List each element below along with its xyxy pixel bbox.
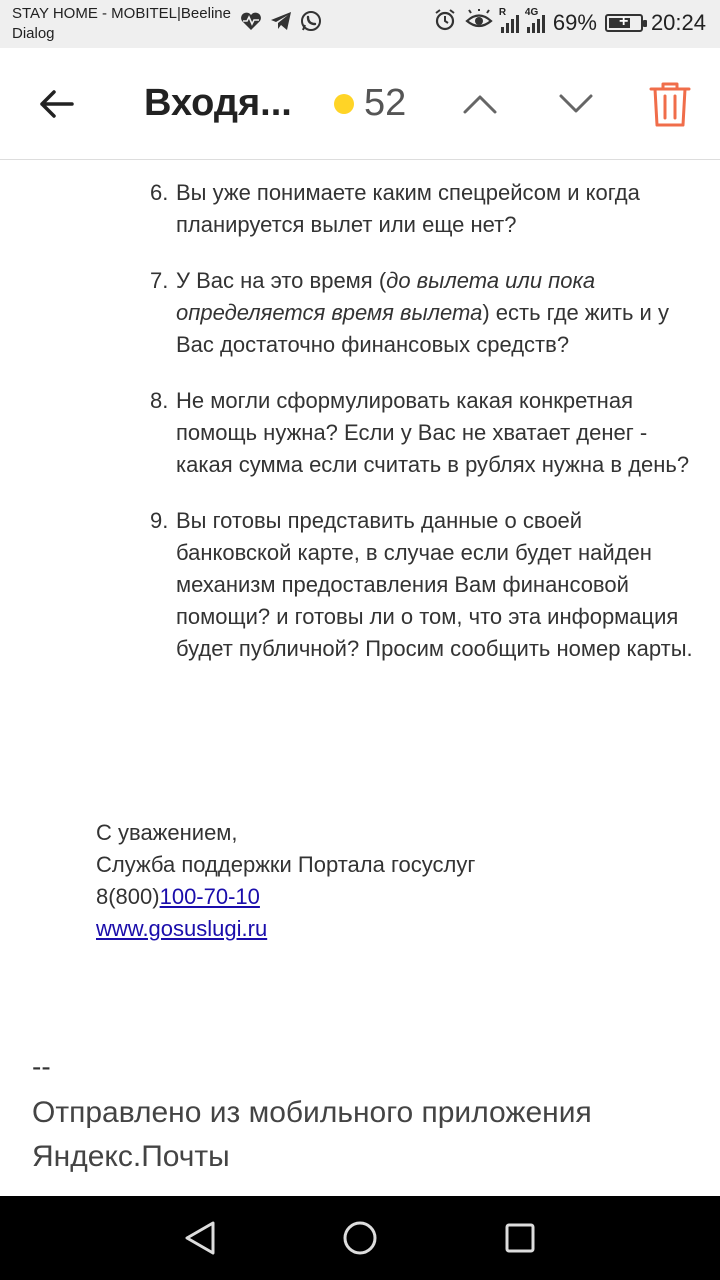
phone-link[interactable]: 100-70-10 — [159, 884, 260, 909]
questions-list — [0, 177, 700, 689]
list-number: 6. — [150, 180, 169, 205]
signature-greeting: С уважением, — [96, 820, 238, 845]
eye-icon — [465, 9, 493, 37]
battery-charging-icon: + — [605, 14, 643, 32]
phone-prefix: 8(800) — [96, 884, 160, 909]
system-home-button[interactable] — [336, 1214, 384, 1262]
system-nav-bar — [0, 1196, 720, 1280]
carrier-info — [12, 4, 231, 44]
heart-pulse-icon — [240, 11, 262, 36]
website-link[interactable]: www.gosuslugi.ru — [96, 916, 268, 941]
list-text-after: ) есть где жить и у Вас достаточно финансовых средств? — [176, 300, 669, 357]
carrier-line1: STAY HOME - MOBITEL|Beeline — [12, 5, 231, 22]
back-button[interactable] — [30, 78, 82, 130]
list-item — [0, 385, 700, 481]
unread-dot-icon — [334, 94, 354, 114]
triangle-back-icon — [183, 1220, 217, 1256]
roaming-label: R — [498, 7, 507, 18]
list-text: Не могли сформулировать какая конкретная помощь нужна? Если у Вас не хватает денег - какая сумма если считать в рублях нужна в день? — [176, 388, 690, 477]
footer-separator: -- — [32, 1051, 51, 1082]
chevron-down-icon — [558, 93, 594, 115]
whatsapp-icon — [300, 10, 322, 37]
system-status — [433, 8, 706, 38]
message-body — [0, 161, 720, 1196]
system-back-button[interactable] — [176, 1214, 224, 1262]
square-recents-icon — [503, 1221, 537, 1255]
list-number: 9. — [150, 508, 169, 533]
signature-org: Служба поддержки Портала госуслуг — [96, 852, 476, 877]
alarm-icon — [433, 8, 457, 38]
circle-home-icon — [342, 1220, 378, 1256]
clock: 20:24 — [650, 10, 706, 35]
signature-phone — [96, 881, 475, 913]
signature — [96, 817, 475, 945]
folder-title: Входя... — [144, 82, 292, 124]
system-recents-button[interactable] — [496, 1214, 544, 1262]
list-item — [0, 177, 700, 241]
list-number: 8. — [150, 388, 169, 413]
next-message-button[interactable] — [550, 78, 602, 130]
carrier-line2: Dialog — [12, 25, 55, 42]
list-text: У Вас на это время ( — [176, 268, 387, 293]
status-bar — [0, 0, 720, 48]
signal-4g-icon — [524, 7, 545, 33]
list-item — [0, 265, 700, 361]
network-type-label: 4G — [524, 7, 539, 18]
list-text: Вы готовы представить данные о своей банковской карте, в случае если будет найден механизм предоставления Вам финансовой помощи? и готовы ли о том, что эта информация будет публичной? Просим сообщить номер карты. — [176, 508, 693, 661]
telegram-icon — [270, 11, 292, 36]
signal-icon — [498, 7, 519, 33]
message-toolbar — [0, 48, 720, 160]
battery-percent: 69% — [552, 10, 597, 35]
list-text: Вы уже понимаете каким спецрейсом и когда планируется вылет или еще нет? — [176, 180, 640, 237]
arrow-left-icon — [38, 89, 74, 119]
list-number: 7. — [150, 268, 169, 293]
list-text-italic: до вылета или пока определяется время вылета — [176, 268, 596, 325]
notification-icons — [240, 10, 322, 37]
sent-from-footer: Отправлено из мобильного приложения Яндекс.Почты — [32, 1096, 592, 1173]
chevron-up-icon — [462, 93, 498, 115]
trash-icon — [648, 80, 692, 128]
unread-count: 52 — [364, 82, 407, 124]
unread-counter — [334, 82, 406, 125]
previous-message-button[interactable] — [454, 78, 506, 130]
list-item — [0, 505, 700, 665]
delete-button[interactable] — [644, 78, 696, 130]
